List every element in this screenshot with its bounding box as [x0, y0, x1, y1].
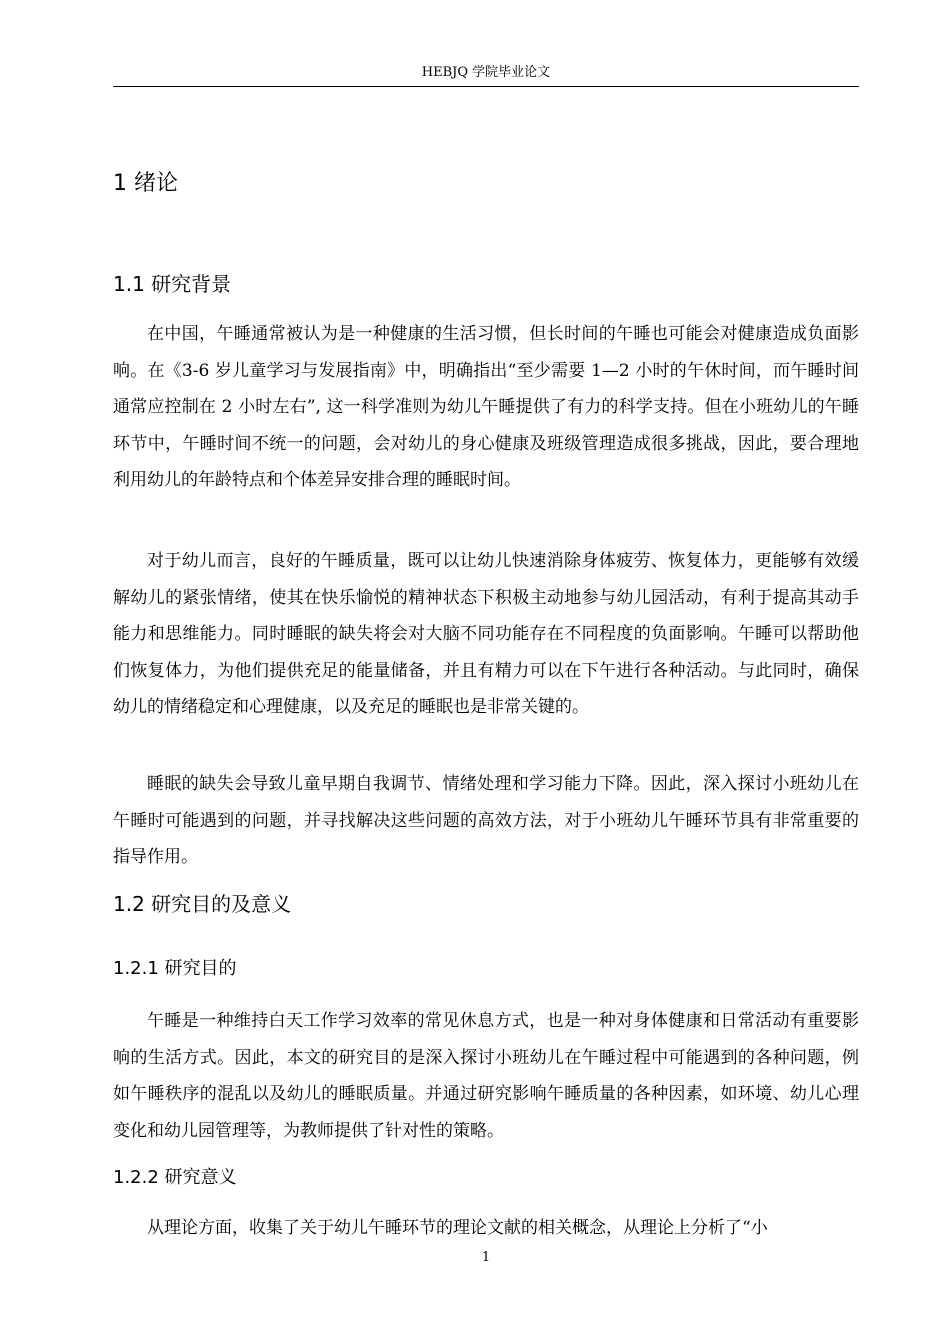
paragraph: 从理论方面，收集了关于幼儿午睡环节的理论文献的相关概念，从理论上分析了“小 — [147, 1218, 768, 1238]
section-title-1-1: 1.1 研究背景 — [113, 272, 232, 296]
running-header: HEBJQ 学院毕业论文 — [421, 65, 551, 80]
paragraph: 睡眠的缺失会导致儿童早期自我调节、情绪处理和学习能力下降。因此，深入探讨小班幼儿在午睡时可能遇到的问题，并寻找解决这些问题的高效方法，对于小班幼儿午睡环节具有非常重要的指导作用。 — [113, 774, 859, 867]
paragraph: 对于幼儿而言，良好的午睡质量，既可以让幼儿快速消除身体疲劳、恢复体力，更能够有效缓解幼儿的紧张情绪，使其在快乐愉悦的精神状态下积极主动地参与幼儿园活动，有利于提高其动手能力和思维能力。同时睡眠的缺失将会对大脑不同功能存在不同程度的负面影响。午睡可以帮助他们恢复体力，为他们提供充足的能量储备，并且有精力可以在下午进行各种活动。与此同时，确保幼儿的情绪稳定和心理健康，以及充足的睡眠也是非常关键的。 — [113, 551, 859, 717]
header-rule — [113, 86, 859, 87]
chapter-title: 1 绪论 — [113, 171, 178, 196]
paragraph: 在中国，午睡通常被认为是一种健康的生活习惯，但长时间的午睡也可能会对健康造成负面影响。在《3-6 岁儿童学习与发展指南》中，明确指出“至少需要 1—2 小时的午休时间，而午睡时间通常应控制在 2 小时左右”, 这一科学准则为幼儿午睡提供了有力的科学支持。但在小班幼儿的午睡环节中，午睡时间不统一的问题，会对幼儿的身心健康及班级管理造成很多挑战，因此，要合理地利用幼儿的年龄特点和个体差异安排合理的睡眠时间。 — [113, 324, 859, 490]
subsection-title-1-2-2: 1.2.2 研究意义 — [113, 1167, 237, 1188]
subsection-title-1-2-1: 1.2.1 研究目的 — [113, 958, 237, 979]
paragraph: 午睡是一种维持白天工作学习效率的常见休息方式，也是一种对身体健康和日常活动有重要影响的生活方式。因此，本文的研究目的是深入探讨小班幼儿在午睡过程中可能遇到的各种问题，例如午睡秩序的混乱以及幼儿的睡眠质量。并通过研究影响午睡质量的各种因素，如环境、幼儿心理变化和幼儿园管理等，为教师提供了针对性的策略。 — [113, 1011, 859, 1141]
section-title-1-2: 1.2 研究目的及意义 — [113, 892, 292, 916]
page-number: 1 — [481, 1250, 491, 1265]
